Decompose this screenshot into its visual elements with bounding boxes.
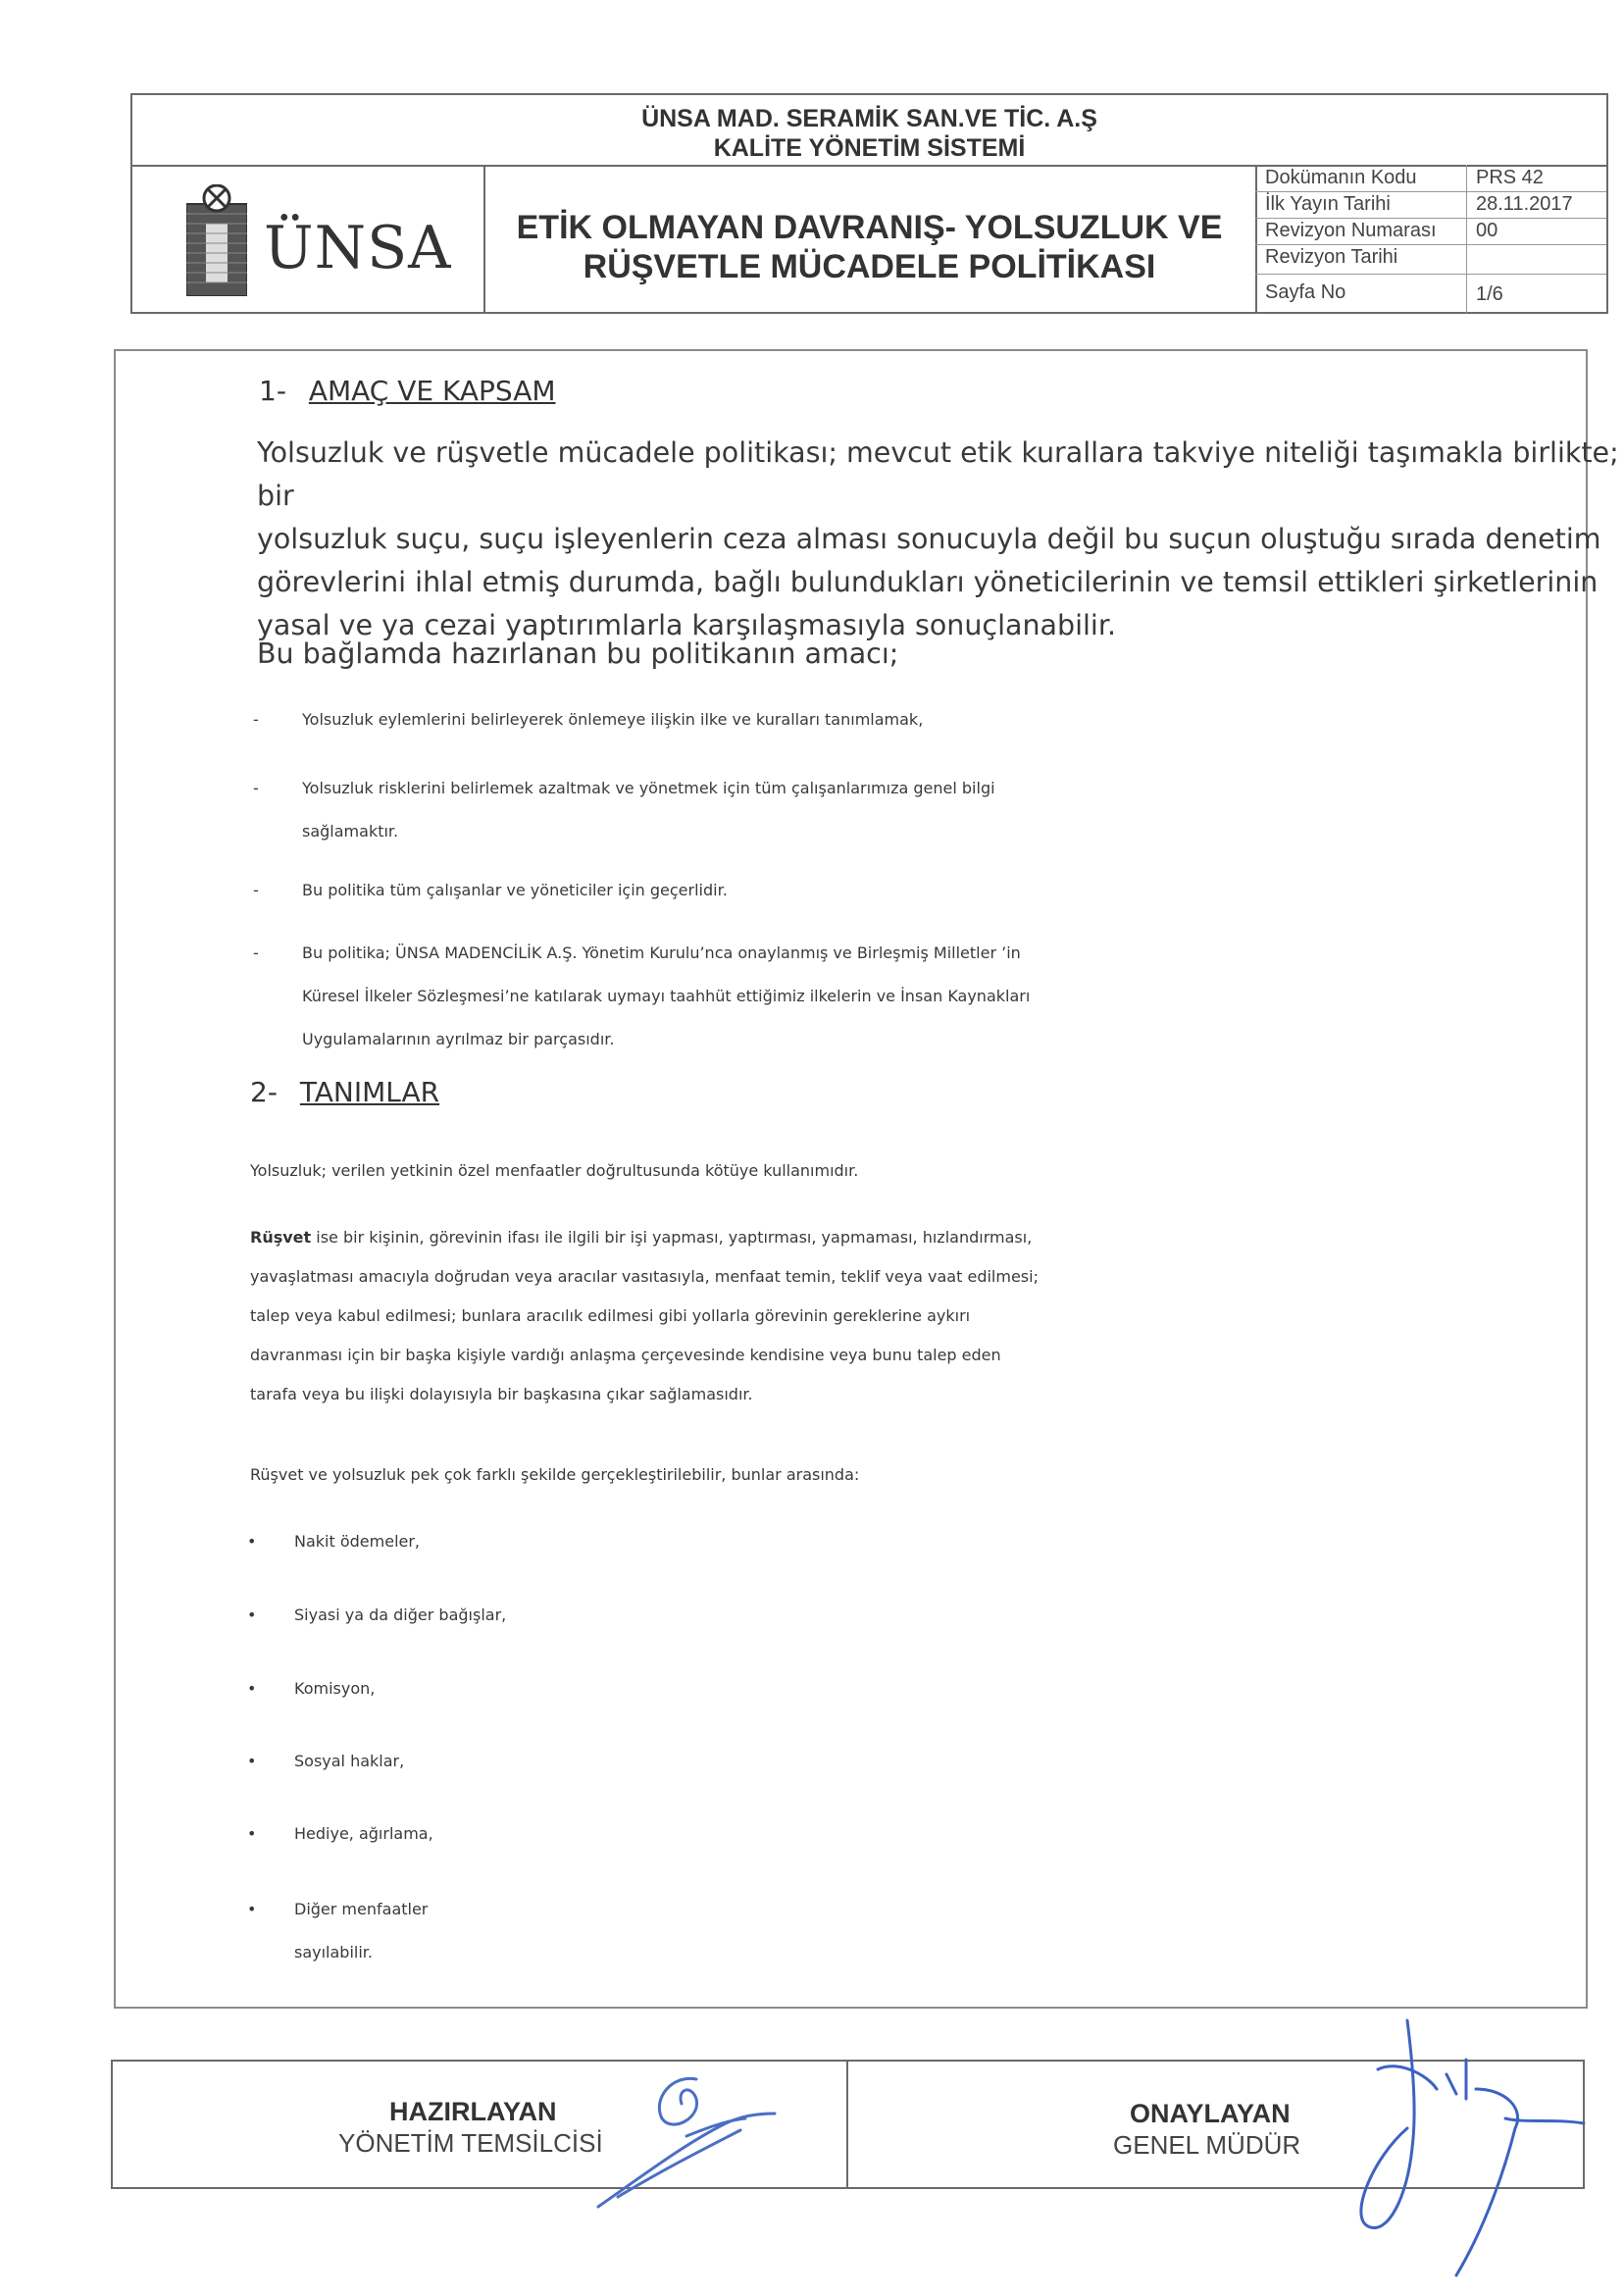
dash-marker: - bbox=[253, 710, 259, 729]
list-item-bullet-3 bbox=[247, 1667, 376, 1710]
meta-label: Sayfa No bbox=[1265, 281, 1346, 303]
paragraph-line: talep veya kabul edilmesi; bunlara aracılık edilmesi gibi yollarla görevinin gereklerine aykırı bbox=[250, 1306, 971, 1325]
bullet-marker: • bbox=[247, 1824, 257, 1843]
document-meta-table bbox=[1255, 165, 1606, 312]
dash-marker: - bbox=[253, 779, 259, 797]
bullet-marker: • bbox=[247, 1752, 257, 1770]
definition-corruption: Yolsuzluk; verilen yetkinin özel menfaatler doğrultusunda kötüye kullanımıdır. bbox=[250, 1161, 859, 1180]
list-item-text: Komisyon, bbox=[294, 1679, 376, 1698]
logo-text: ÜNSA bbox=[264, 214, 452, 282]
list-item-bullet-4 bbox=[247, 1740, 405, 1783]
paragraph-line: yavaşlatması amacıyla doğrudan veya aracılar vasıtasıyla, menfaat temin, teklif veya vaat edilmesi; bbox=[250, 1267, 1039, 1286]
bribery-forms-intro: Rüşvet ve yolsuzluk pek çok farklı şekilde gerçekleştirilebilir, bunlar arasında: bbox=[250, 1465, 860, 1484]
meta-value: 00 bbox=[1476, 220, 1498, 241]
meta-row-revision-number bbox=[1255, 218, 1606, 245]
list-item-text: Küresel İlkeler Sözleşmesi’ne katılarak uymayı taahhüt ettiğimiz ilkelerin ve İnsan Kaynakları bbox=[302, 987, 1031, 1005]
list-item-text: Sosyal haklar, bbox=[294, 1752, 405, 1770]
paragraph-line: yolsuzluk suçu, suçu işleyenlerin ceza alması sonucuyla değil bu suçun oluştuğu sırada denetim bbox=[257, 523, 1601, 555]
approver-signature-icon bbox=[1319, 2001, 1594, 2285]
section2-title: TANIMLAR bbox=[299, 1076, 440, 1108]
list-item-text: Uygulamalarının ayrılmaz bir parçasıdır. bbox=[302, 1030, 615, 1048]
section1-heading bbox=[259, 375, 556, 407]
bullet-marker: • bbox=[247, 1606, 257, 1624]
company-name: ÜNSA MAD. SERAMİK SAN.VE TİC. A.Ş bbox=[641, 105, 1097, 132]
meta-label: Dokümanın Kodu bbox=[1265, 167, 1417, 188]
section1-paragraph1 bbox=[257, 432, 1624, 647]
paragraph-line: ise bir kişinin, görevinin ifası ile ilgili bir işi yapması, yaptırması, yapmaması, hızlandırması, bbox=[311, 1228, 1033, 1247]
list-item-bullet-2 bbox=[247, 1594, 507, 1637]
meta-row-page bbox=[1255, 274, 1606, 313]
list-item-bullet-5 bbox=[247, 1812, 433, 1856]
list-item-text: Yolsuzluk eylemlerini belirleyerek önlemeye ilişkin ilke ve kuralları tanımlamak, bbox=[302, 710, 924, 729]
meta-label: Revizyon Numarası bbox=[1265, 220, 1437, 241]
paragraph-line: davranması için bir başka kişiyle vardığı anlaşma çerçevesinde kendisine veya bunu talep eden bbox=[250, 1346, 1001, 1364]
meta-label: Revizyon Tarihi bbox=[1265, 246, 1398, 268]
meta-value: 28.11.2017 bbox=[1476, 193, 1573, 215]
list-item-dash-1 bbox=[253, 698, 924, 741]
list-item-dash-3 bbox=[253, 869, 728, 912]
meta-row-revision-date bbox=[1255, 244, 1606, 275]
document-title-line2: RÜŞVETLE MÜCADELE POLİTİKASI bbox=[583, 248, 1156, 285]
paragraph-line: görevlerini ihlal etmiş durumda, bağlı bulundukları yöneticilerinin ve temsil ettikleri şirketlerinin bbox=[257, 566, 1599, 598]
meta-value: PRS 42 bbox=[1476, 167, 1544, 188]
dash-marker: - bbox=[253, 943, 259, 962]
list-item-text: Yolsuzluk risklerini belirlemek azaltmak ve yönetmek için tüm çalışanlarımıza genel bilgi bbox=[302, 779, 995, 797]
list-item-text: sağlamaktır. bbox=[302, 822, 399, 841]
dash-marker: - bbox=[253, 881, 259, 899]
meta-label: İlk Yayın Tarihi bbox=[1265, 193, 1391, 215]
approved-by-label: ONAYLAYAN bbox=[1130, 2099, 1291, 2128]
list-item-text: Siyasi ya da diğer bağışlar, bbox=[294, 1606, 507, 1624]
paragraph-line: Yolsuzluk ve rüşvetle mücadele politikası; mevcut etik kurallara takviye niteliği taşımakla birlikte; bir bbox=[257, 436, 1619, 512]
closing-text: sayılabilir. bbox=[294, 1943, 373, 1962]
list-item-bullet-1 bbox=[247, 1520, 421, 1563]
list-item-text: Hediye, ağırlama, bbox=[294, 1824, 433, 1843]
prepared-by-label: HAZIRLAYAN bbox=[389, 2097, 557, 2126]
bullet-marker: • bbox=[247, 1679, 257, 1698]
bribery-term: Rüşvet bbox=[250, 1228, 312, 1247]
section1-number: 1- bbox=[259, 375, 286, 407]
meta-value: 1/6 bbox=[1476, 283, 1503, 305]
document-header bbox=[130, 93, 1608, 314]
logo-cell bbox=[132, 165, 485, 312]
meta-row-code bbox=[1255, 165, 1606, 192]
prepared-by-title: YÖNETİM TEMSİLCİSİ bbox=[338, 2128, 603, 2158]
list-item-text: Nakit ödemeler, bbox=[294, 1532, 421, 1551]
quality-system-name: KALİTE YÖNETİM SİSTEMİ bbox=[713, 134, 1026, 162]
list-item-text: Diğer menfaatler bbox=[294, 1900, 429, 1918]
list-item-dash-2 bbox=[253, 767, 995, 841]
paragraph-line: yasal ve ya cezai yaptırımlarla karşılaşmasıyla sonuçlanabilir. bbox=[257, 609, 1117, 641]
section1-paragraph2: Bu bağlamda hazırlanan bu politikanın amacı; bbox=[257, 637, 899, 670]
document-title-line1: ETİK OLMAYAN DAVRANIŞ- YOLSUZLUK VE bbox=[516, 209, 1223, 246]
preparer-signature-icon bbox=[579, 2060, 824, 2217]
definition-bribery bbox=[250, 1218, 1039, 1414]
list-item-bullet-6 bbox=[247, 1888, 429, 1962]
meta-row-first-date bbox=[1255, 191, 1606, 219]
list-item-dash-4 bbox=[253, 932, 1031, 1048]
company-logo-icon bbox=[186, 184, 247, 296]
document-title-cell bbox=[483, 165, 1257, 312]
bullet-marker: • bbox=[247, 1900, 257, 1918]
section2-number: 2- bbox=[250, 1076, 278, 1108]
bullet-marker: • bbox=[247, 1532, 257, 1551]
approved-by-title: GENEL MÜDÜR bbox=[1113, 2130, 1301, 2160]
list-item-text: Bu politika; ÜNSA MADENCİLİK A.Ş. Yönetim Kurulu’nca onaylanmış ve Birleşmiş Milletler ’in bbox=[302, 943, 1021, 962]
section2-heading bbox=[250, 1076, 439, 1108]
section1-title: AMAÇ VE KAPSAM bbox=[308, 375, 556, 407]
paragraph-line: tarafa veya bu ilişki dolayısıyla bir başkasına çıkar sağlamasıdır. bbox=[250, 1385, 753, 1403]
list-item-text: Bu politika tüm çalışanlar ve yöneticiler için geçerlidir. bbox=[302, 881, 728, 899]
header-company-band bbox=[132, 95, 1606, 167]
